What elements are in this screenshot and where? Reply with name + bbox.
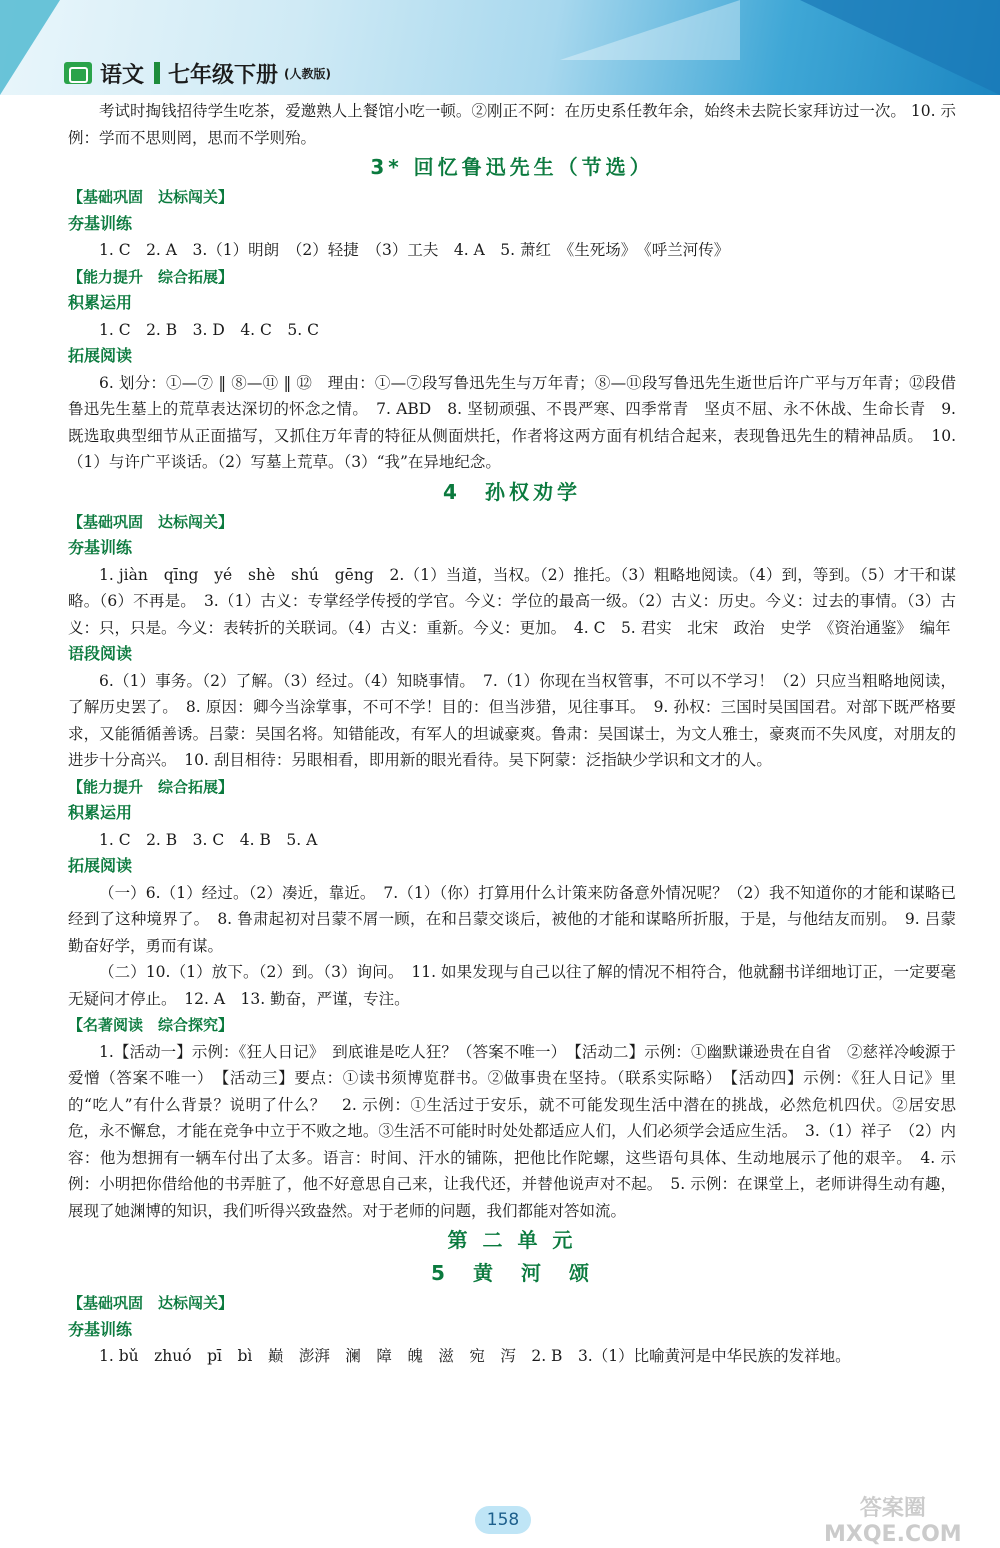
unit-title: 第 二 单 元 — [447, 1228, 577, 1252]
subsection-heading: 夯基训练 — [68, 538, 133, 557]
lesson-title: 3* 回忆鲁迅先生（节选） — [370, 155, 654, 179]
answer-content — [68, 98, 956, 1370]
subsection-heading: 拓展阅读 — [68, 856, 133, 875]
answer-paragraph: 1. C 2. B 3. C 4. B 5. A — [99, 830, 318, 849]
section-tag: 【名著阅读 综合探究】 — [68, 1016, 234, 1034]
answer-paragraph: （一）6.（1）经过。（2）凑近，靠近。 7.（1）（你）打算用什么计策来防备意外情况呢？（2）我不知道你的才能和谋略已经到了这种境界了。 8. 鲁肃起初对吕蒙不屑一顾，在和吕蒙交谈后，被他的才能和谋略所折服，于是，与他结友而别。 9. 吕蒙勤奋好学，勇而有谋。 — [68, 883, 956, 955]
edition-label: (人教版) — [284, 66, 332, 81]
watermark-logo: 答案圈 MXQE.COM — [824, 1496, 962, 1547]
subject-label: 语文 — [100, 62, 145, 88]
page-number: 158 — [475, 1506, 531, 1534]
subsection-heading: 语段阅读 — [68, 644, 133, 663]
answer-paragraph: 6.（1）事务。（2）了解。（3）经过。（4）知晓事情。 7.（1）你现在当权管事，不可以不学习！（2）只应当粗略地阅读，了解历史罢了。 8. 原因：卿今当涂掌事，不可不学！目的：但当涉猎，见往事耳。 9. 孙权：三国时吴国国君。对部下既严格要求，又能循循善诱。吕蒙：吴国名将。知错能改，有军人的坦诚豪爽。鲁肃：吴国谋士，为文人雅士，豪爽而不失风度，对朋友的进步十分高兴。 10. 刮目相待：另眼相看，即用新的眼光看待。吴下阿蒙：泛指缺少学识和文才的人。 — [68, 671, 956, 769]
lesson-title: 5 黄 河 颂 — [431, 1261, 593, 1285]
subsection-heading: 夯基训练 — [68, 213, 133, 233]
answer-paragraph: 6. 划分：①—⑦ ‖ ⑧—⑪ ‖ ⑫ 理由：①—⑦段写鲁迅先生与万年青；⑧—⑪段写鲁迅先生逝世后许广平与万年青；⑫段借鲁迅先生墓上的荒草表达深切的怀念之情。 7. ABD 8. 坚韧顽强、不畏严寒、四季常青 坚贞不屈、永不休战、生命长青 9. 既选取典型细节从正面描写，又抓住万年青的特征从侧面烘托，作者将这两方面有机结合起来，表现鲁迅先生的精神品质。 10.（1）与许广平谈话。（2）写墓上荒草。（3）“我”在异地纪念。 — [68, 373, 956, 471]
page-header — [64, 58, 331, 88]
grade-label: 七年级下册 — [168, 62, 279, 88]
banner-decoration — [560, 0, 740, 60]
answer-paragraph: 1.【活动一】示例：《狂人日记》 到底谁是吃人狂？（答案不唯一） 【活动二】示例：①幽默谦逊贵在自省 ②慈祥冷峻源于爱憎（答案不唯一） 【活动三】要点：①读书须博览群书。②做事贵在坚持。（联系实际略） 【活动四】示例：《狂人日记》里的“吃人”有什么背景？说明了什么？ 2. 示例：①生活过于安乐，就不可能发现生活中潜在的挑战，必然危机四伏。②居安思危，永不懈怠，才能在竞争中立于不败之地。③生活不可能时时处处都适应人们，人们必须学会适应生活。 3.（1）祥子 （2）内容：他为想拥有一辆车付出了太多。语言：时间、汗水的铺陈，把他比作陀螺，这些语句具体、生动地展示了他的艰辛。 4. 示例：小明把你借给他的书弄脏了，他不好意思自己来，让我代还，并替他说声对不起。 5. 示例：在课堂上，老师讲得生动有趣，展现了她渊博的知识，我们听得兴致盎然。对于老师的问题，我们都能对答如流。 — [68, 1042, 956, 1220]
section-tag: 【基础巩固 达标闯关】 — [68, 1294, 234, 1312]
subsection-heading: 拓展阅读 — [68, 346, 133, 365]
answer-paragraph: 1. jiàn qīng yé shè shú gēng 2.（1）当道，当权。（2）推托。（3）粗略地阅读。（4）到，等到。（5）才干和谋略。（6）不再是。 3.（1）古义：专掌经学传授的学官。今义：学位的最高一级。（2）古义：历史。今义：过去的事情。（3）古义：只，只是。今义：表转折的关联词。（4）古义：重新。今义：更加。 4. C 5. 君实 北宋 政治 史学 《资治通鉴》 编年 — [68, 565, 956, 637]
section-tag: 【能力提升 综合拓展】 — [68, 777, 234, 796]
section-tag: 【基础巩固 达标闯关】 — [68, 512, 234, 531]
banner-decoration — [800, 0, 1000, 95]
answer-paragraph: （二）10.（1）放下。（2）到。（3）询问。 11. 如果发现与自己以往了解的情况不相符合，他就翻书详细地订正，一定要毫无疑问才停止。 12. A 13. 勤奋，严谨，专注。 — [68, 963, 956, 1008]
banner-decoration — [0, 0, 60, 95]
section-tag: 【能力提升 综合拓展】 — [68, 267, 234, 286]
answer-paragraph: 1. bǔ zhuó pī bì 巅 澎湃 澜 障 魄 滋 宛 泻 2. B 3.（1）比喻黄河是中华民族的发祥地。 — [99, 1347, 851, 1365]
subsection-heading: 积累运用 — [68, 803, 133, 822]
header-divider — [154, 62, 160, 84]
book-icon — [64, 62, 92, 84]
answer-paragraph: 1. C 2. B 3. D 4. C 5. C — [99, 320, 319, 339]
lesson-title: 4 孙权劝学 — [443, 479, 581, 504]
section-tag: 【基础巩固 达标闯关】 — [68, 188, 234, 206]
answer-paragraph: 1. C 2. A 3.（1）明朗 （2）轻捷 （3）工夫 4. A 5. 萧红 《生死场》 《呼兰河传》 — [99, 241, 730, 259]
subsection-heading: 积累运用 — [68, 293, 133, 312]
subsection-heading: 夯基训练 — [68, 1319, 133, 1339]
continued-answer: 考试时掏钱招待学生吃茶，爱邀熟人上餐馆小吃一顿。②刚正不阿：在历史系任教年余，始终未去院长家拜访过一次。 10. 示例：学而不思则罔，思而不学则殆。 — [68, 102, 956, 147]
